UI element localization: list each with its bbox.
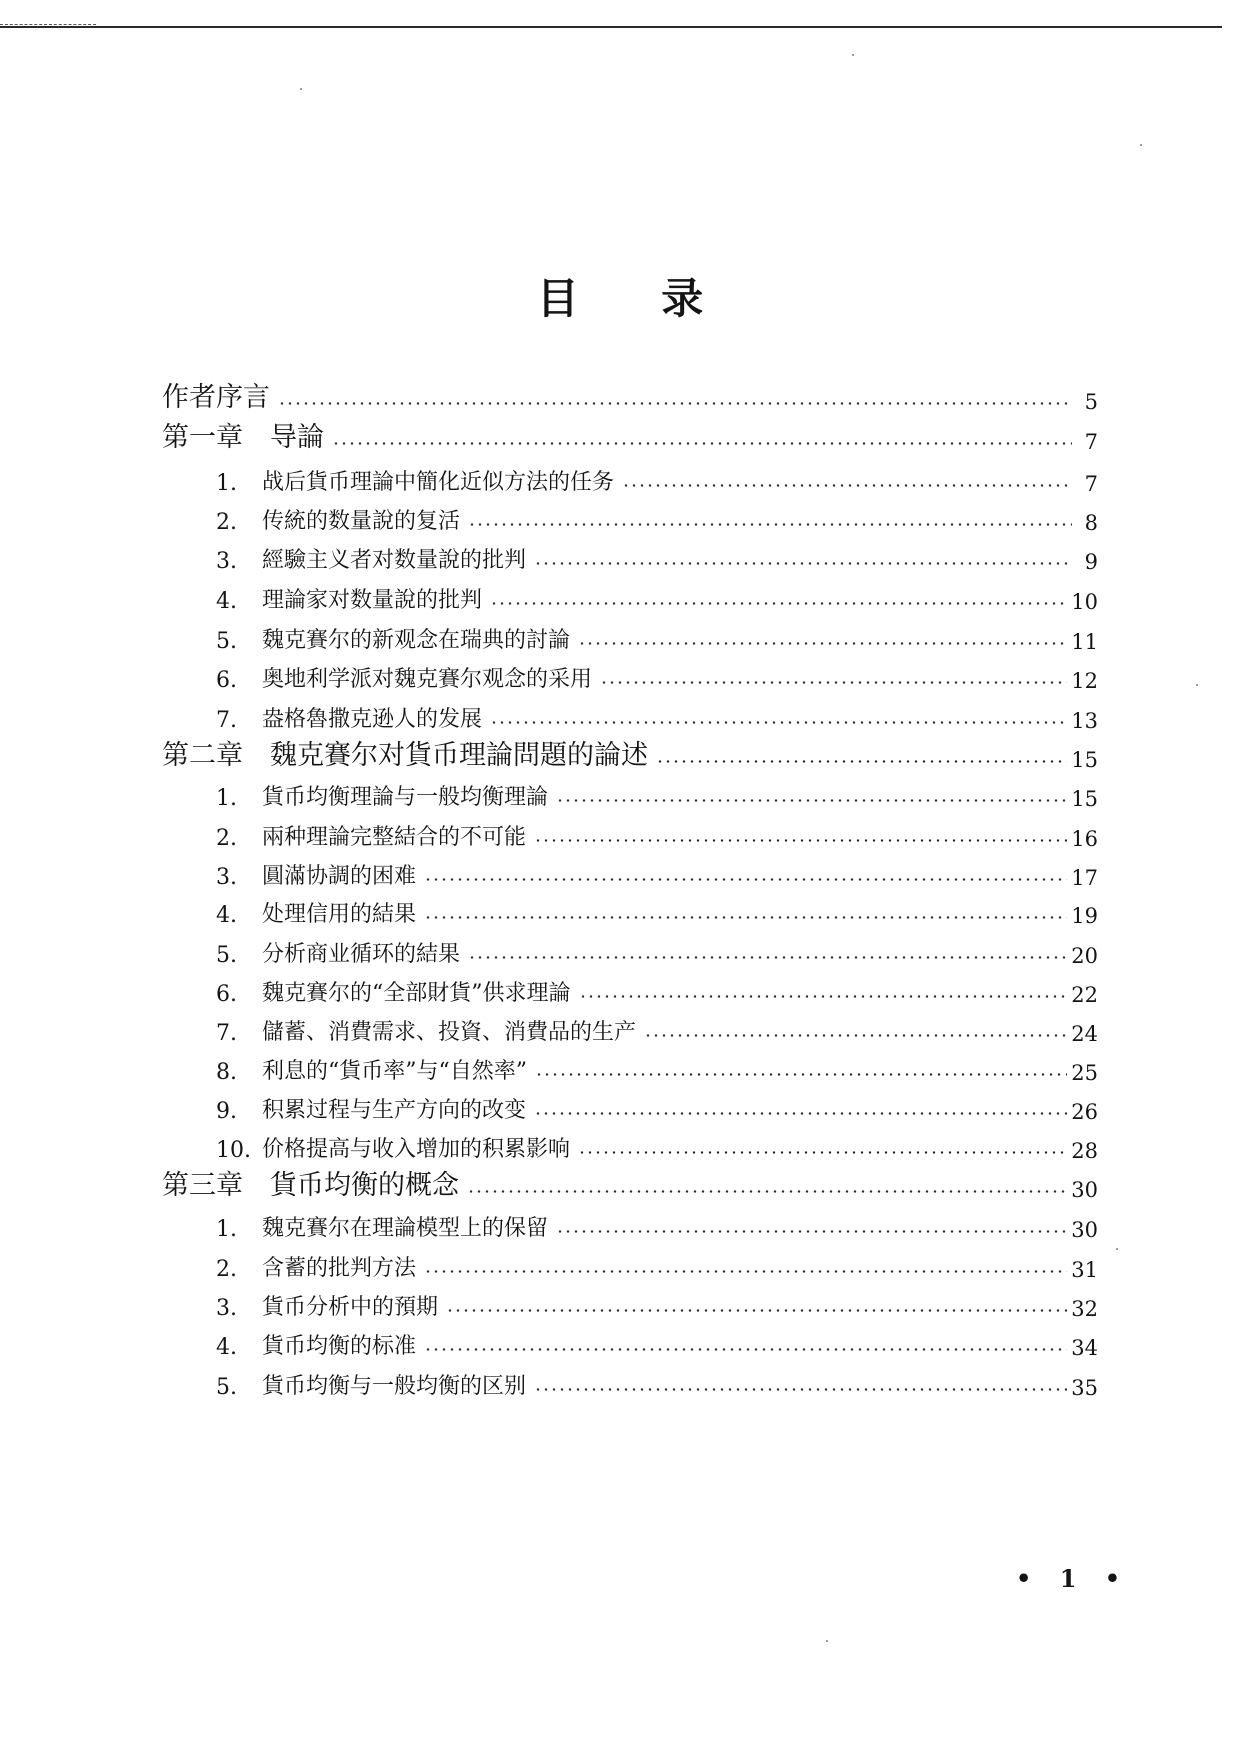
- scan-speck: [1140, 144, 1142, 146]
- dot-leader: [424, 878, 1067, 881]
- toc-item-title: 战后貨币理論中簡化近似方法的任务: [262, 470, 615, 495]
- dot-leader: [490, 721, 1067, 724]
- toc-item-title: 第三章 貨币均衡的概念: [162, 1170, 459, 1201]
- scan-speck: [300, 88, 302, 90]
- toc-page-number: 24: [1071, 1022, 1098, 1046]
- toc-item-title: 貨币均衡理論与一般均衡理論: [262, 785, 549, 810]
- toc-item-number: 2.: [216, 826, 237, 851]
- toc-item-number: 5.: [216, 943, 237, 968]
- toc-page-number: 34: [1071, 1336, 1098, 1360]
- toc-page-number: 28: [1071, 1139, 1098, 1163]
- toc-section-row: [216, 1086, 1098, 1124]
- toc-item-number: 6.: [216, 668, 237, 693]
- toc-page-number: 17: [1071, 866, 1098, 890]
- toc-page-number: 15: [1071, 748, 1098, 772]
- toc-item-number: 1.: [216, 471, 237, 496]
- toc-page-number: 31: [1071, 1258, 1098, 1282]
- dot-leader: [278, 402, 1072, 405]
- toc-chapter-row: [162, 376, 1098, 414]
- dot-leader: [556, 799, 1067, 802]
- toc-section-row: [216, 773, 1098, 811]
- toc-section-row: [216, 1204, 1098, 1242]
- toc-page-number: 5: [1084, 390, 1098, 414]
- toc-item-title: 含蓄的批判方法: [262, 1256, 417, 1281]
- toc-item-number: 4.: [216, 1335, 237, 1360]
- scan-speck: [852, 54, 854, 56]
- toc-item-number: 3.: [216, 865, 237, 890]
- toc-item-title: 盎格魯撒克逊人的发展: [262, 707, 483, 732]
- toc-item-title: 貨币均衡的标准: [262, 1334, 417, 1359]
- toc-item-title: 經驗主义者对数量說的批判: [262, 548, 527, 573]
- toc-page-number: 12: [1071, 669, 1098, 693]
- toc-page-number: 16: [1071, 827, 1098, 851]
- toc-item-title: 貨币分析中的預期: [262, 1295, 439, 1320]
- toc-item-number: 2.: [216, 1257, 237, 1282]
- toc-section-row: [216, 576, 1098, 614]
- toc-item-title: 第一章 导論: [162, 422, 324, 453]
- toc-page-number: 22: [1071, 983, 1098, 1007]
- toc-item-title: 分析商业循环的結果: [262, 942, 461, 967]
- toc-section-row: [216, 890, 1098, 928]
- dot-leader: [579, 995, 1068, 998]
- dot-leader: [424, 1270, 1067, 1273]
- toc-chapter-row: [162, 416, 1098, 454]
- dot-leader: [622, 484, 1072, 487]
- toc-section-row: [216, 852, 1098, 890]
- toc-section-row: [216, 497, 1098, 535]
- toc-item-number: 1.: [216, 1217, 237, 1242]
- toc-item-title: 魏克賽尔在理論模型上的保留: [262, 1216, 549, 1241]
- dot-leader: [332, 442, 1072, 445]
- scan-speck: [826, 1640, 828, 1642]
- toc-section-row: [216, 1008, 1098, 1046]
- dot-leader: [467, 1190, 1067, 1193]
- toc-page-number: 19: [1071, 904, 1098, 928]
- dot-leader: [534, 562, 1072, 565]
- toc-item-title: 积累过程与生产方向的改变: [262, 1098, 527, 1123]
- toc-page-number: 30: [1071, 1178, 1098, 1202]
- dot-leader: [600, 681, 1067, 684]
- toc-item-number: 1.: [216, 786, 237, 811]
- toc-item-title: 传統的数量說的复活: [262, 509, 461, 534]
- toc-section-row: [216, 536, 1098, 574]
- toc-chapter-row: [162, 734, 1098, 772]
- dot-leader: [535, 1073, 1067, 1076]
- toc-item-number: 5.: [216, 1375, 237, 1400]
- toc-page-number: 15: [1071, 787, 1098, 811]
- toc-page-number: 35: [1071, 1376, 1098, 1400]
- top-rule: [0, 26, 1222, 28]
- toc-item-title: 作者序言: [162, 382, 270, 413]
- toc-page-number: 13: [1071, 709, 1098, 733]
- toc-item-number: 9.: [216, 1099, 237, 1124]
- toc-section-row: [216, 1125, 1098, 1163]
- toc-section-row: [216, 616, 1098, 654]
- toc-section-row: [216, 969, 1098, 1007]
- toc-page-number: 9: [1084, 550, 1098, 574]
- scan-speck: [1116, 1248, 1118, 1250]
- toc-item-number: 4.: [216, 589, 237, 614]
- toc-page-number: 32: [1071, 1297, 1098, 1321]
- toc-item-number: 5.: [216, 629, 237, 654]
- toc-item-title: 第二章 魏克賽尔对貨币理論問題的論述: [162, 740, 648, 771]
- toc-page-number: 8: [1084, 511, 1098, 535]
- toc-item-title: 魏克賽尔的新观念在瑞典的討論: [262, 628, 571, 653]
- dot-leader: [578, 642, 1067, 645]
- toc-item-number: 8.: [216, 1060, 237, 1085]
- dot-leader: [468, 956, 1067, 959]
- toc-page-number: 20: [1071, 944, 1098, 968]
- dot-leader: [656, 760, 1067, 763]
- toc-item-number: 10.: [216, 1138, 251, 1163]
- toc-item-number: 7.: [216, 708, 237, 733]
- dot-leader: [490, 602, 1067, 605]
- toc-item-number: 2.: [216, 510, 237, 535]
- toc-page-number: 25: [1071, 1061, 1098, 1085]
- dot-leader: [556, 1230, 1067, 1233]
- toc-section-row: [216, 813, 1098, 851]
- toc-item-title: 价格提高与收入增加的积累影响: [262, 1137, 571, 1162]
- dot-leader: [424, 1348, 1067, 1351]
- toc-section-row: [216, 1244, 1098, 1282]
- toc-item-number: 4.: [216, 903, 237, 928]
- toc-section-row: [216, 1283, 1098, 1321]
- toc-page-number: 26: [1071, 1100, 1098, 1124]
- toc-chapter-row: [162, 1164, 1098, 1202]
- toc-item-number: 3.: [216, 549, 237, 574]
- toc-item-number: 6.: [216, 982, 237, 1007]
- toc-item-title: 兩种理論完整結合的不可能: [262, 825, 527, 850]
- toc-page-number: 7: [1084, 430, 1098, 454]
- toc-item-title: 貨币均衡与一般均衡的区别: [262, 1374, 527, 1399]
- dot-leader: [534, 1388, 1067, 1391]
- dot-leader: [534, 839, 1067, 842]
- toc-item-title: 奥地利学派对魏克賽尔观念的采用: [262, 667, 593, 692]
- toc-section-row: [216, 1322, 1098, 1360]
- toc-item-number: 7.: [216, 1021, 237, 1046]
- toc-item-title: 处理信用的結果: [262, 902, 417, 927]
- page-title: 目 录: [536, 274, 738, 323]
- toc-section-row: [216, 1047, 1098, 1085]
- scan-speck: [1196, 684, 1198, 686]
- dot-leader: [534, 1112, 1067, 1115]
- toc-page-number: 7: [1084, 472, 1098, 496]
- toc-item-title: 儲蓄、消費需求、投資、消費品的生产: [262, 1020, 637, 1045]
- toc-item-title: 利息的“貨币率”与“自然率”: [262, 1059, 527, 1084]
- toc-page-number: 30: [1071, 1218, 1098, 1242]
- toc-item-number: 3.: [216, 1296, 237, 1321]
- toc-section-row: [216, 458, 1098, 496]
- dot-leader: [578, 1151, 1067, 1154]
- toc-section-row: [216, 655, 1098, 693]
- toc-item-title: 圓滿协調的困难: [262, 864, 417, 889]
- dot-leader: [468, 523, 1072, 526]
- toc-item-title: 理論家对数量說的批判: [262, 588, 483, 613]
- toc-page-number: 11: [1071, 630, 1098, 654]
- toc-section-row: [216, 930, 1098, 968]
- toc-section-row: [216, 695, 1098, 733]
- page-number: • 1 •: [1016, 1564, 1131, 1593]
- dot-leader: [424, 916, 1067, 919]
- toc-section-row: [216, 1362, 1098, 1400]
- dot-leader: [446, 1309, 1067, 1312]
- toc-item-title: 魏克賽尔的“全部財貨”供求理論: [262, 981, 571, 1006]
- dot-leader: [644, 1034, 1067, 1037]
- toc-page-number: 10: [1071, 590, 1098, 614]
